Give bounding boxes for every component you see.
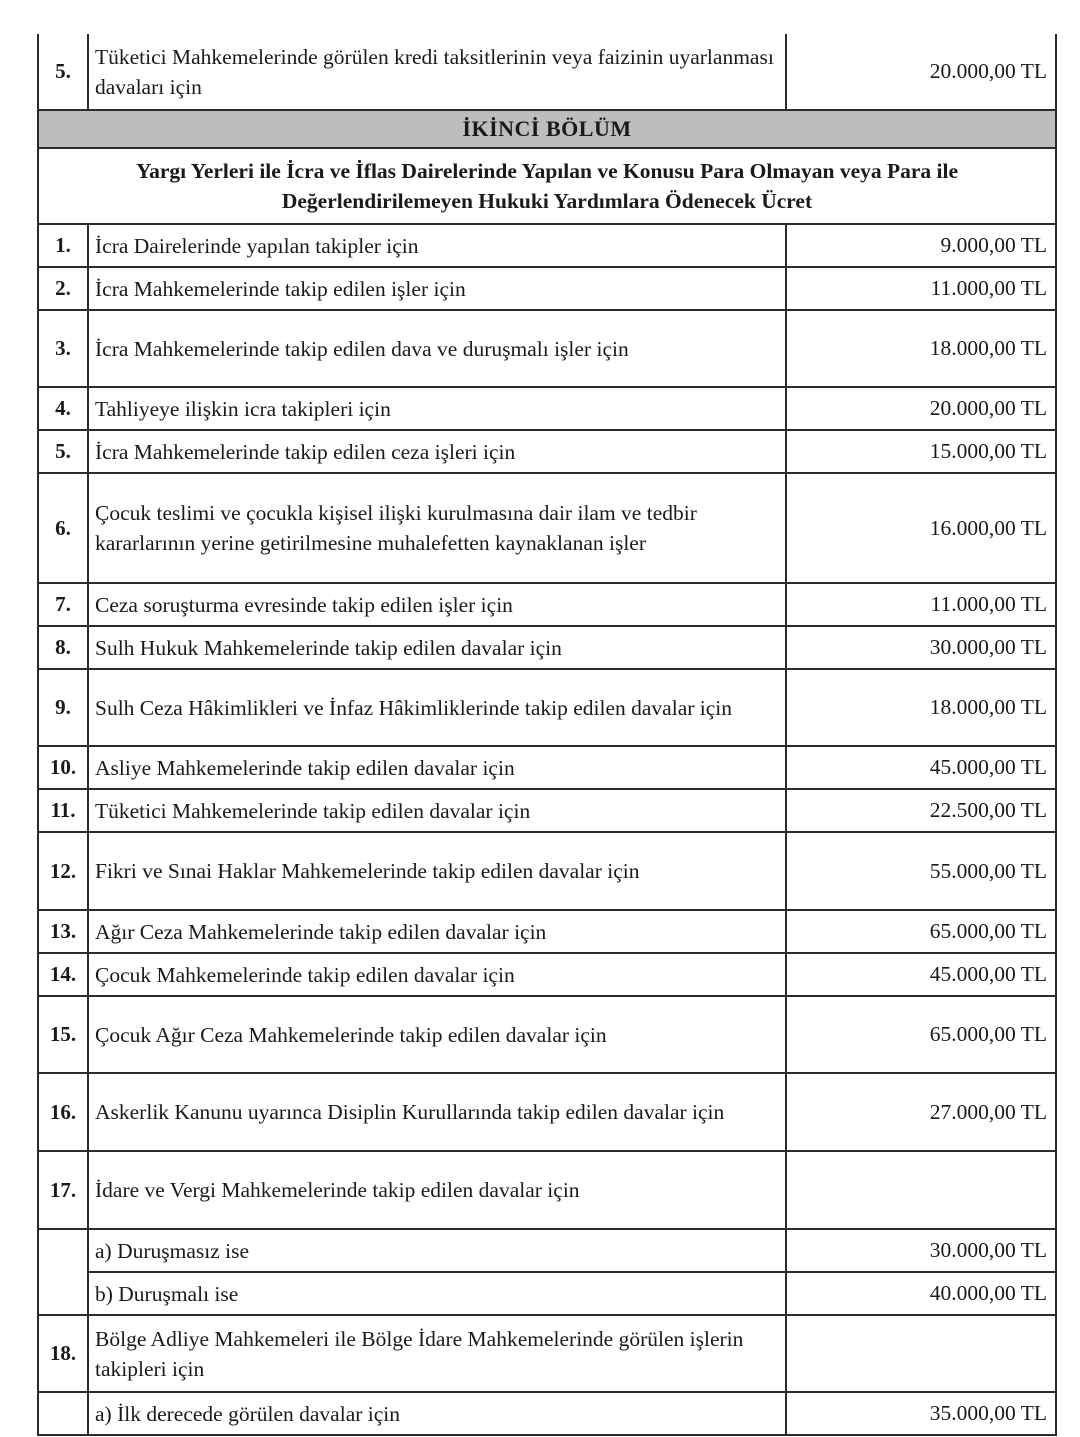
row-amount: 9.000,00 TL	[786, 224, 1056, 267]
row-amount: 11.000,00 TL	[786, 583, 1056, 626]
row-description: Tüketici Mahkemelerinde görülen kredi taksitlerinin veya faizinin uyarlanması davaları için	[88, 34, 786, 110]
row-number: 9.	[38, 669, 88, 746]
table-row	[38, 1073, 1056, 1151]
row-description: Tahliyeye ilişkin icra takipleri için	[88, 387, 786, 430]
row-description: Fikri ve Sınai Haklar Mahkemelerinde takip edilen davalar için	[88, 832, 786, 910]
row-amount	[786, 1151, 1056, 1229]
table-row	[38, 310, 1056, 387]
row-description: Tüketici Mahkemelerinde takip edilen davalar için	[88, 789, 786, 832]
row-number: 6.	[38, 473, 88, 583]
row-number	[38, 1272, 88, 1315]
row-description: Çocuk Ağır Ceza Mahkemelerinde takip edilen davalar için	[88, 996, 786, 1073]
row-number: 13.	[38, 910, 88, 953]
row-amount: 40.000,00 TL	[786, 1272, 1056, 1315]
row-amount: 20.000,00 TL	[786, 34, 1056, 110]
row-amount: 55.000,00 TL	[786, 832, 1056, 910]
row-amount: 27.000,00 TL	[786, 1073, 1056, 1151]
row-description: Çocuk Mahkemelerinde takip edilen davalar için	[88, 953, 786, 996]
row-number: 15.	[38, 996, 88, 1073]
table-row	[38, 473, 1056, 583]
section-subtitle-row	[38, 148, 1056, 224]
row-description: İcra Mahkemelerinde takip edilen dava ve duruşmalı işler için	[88, 310, 786, 387]
table-row	[38, 430, 1056, 473]
table-row	[38, 996, 1056, 1073]
table-row	[38, 34, 1056, 110]
row-amount: 45.000,00 TL	[786, 953, 1056, 996]
row-amount: 35.000,00 TL	[786, 1392, 1056, 1435]
row-number: 7.	[38, 583, 88, 626]
row-amount: 11.000,00 TL	[786, 267, 1056, 310]
row-description: Sulh Ceza Hâkimlikleri ve İnfaz Hâkimliklerinde takip edilen davalar için	[88, 669, 786, 746]
row-amount: 16.000,00 TL	[786, 473, 1056, 583]
table-row	[38, 1272, 1056, 1315]
row-description: İdare ve Vergi Mahkemelerinde takip edilen davalar için	[88, 1151, 786, 1229]
row-description: a) Duruşmasız ise	[88, 1229, 786, 1272]
row-number	[38, 1392, 88, 1435]
section-header	[38, 110, 1056, 148]
section-title: İKİNCİ BÖLÜM	[38, 110, 1056, 148]
row-number: 17.	[38, 1151, 88, 1229]
row-number: 8.	[38, 626, 88, 669]
row-number: 2.	[38, 267, 88, 310]
row-amount: 30.000,00 TL	[786, 626, 1056, 669]
row-description: İcra Dairelerinde yapılan takipler için	[88, 224, 786, 267]
row-amount: 65.000,00 TL	[786, 910, 1056, 953]
row-number: 11.	[38, 789, 88, 832]
row-number: 5.	[38, 430, 88, 473]
row-description: Sulh Hukuk Mahkemelerinde takip edilen davalar için	[88, 626, 786, 669]
row-number: 5.	[38, 34, 88, 110]
table-row	[38, 832, 1056, 910]
row-amount: 18.000,00 TL	[786, 669, 1056, 746]
row-description: a) İlk derecede görülen davalar için	[88, 1392, 786, 1435]
row-description: Çocuk teslimi ve çocukla kişisel ilişki kurulmasına dair ilam ve tedbir kararlarının yerine getirilmesine muhalefetten kaynaklanan işler	[88, 473, 786, 583]
table-row	[38, 583, 1056, 626]
row-description: İcra Mahkemelerinde takip edilen işler için	[88, 267, 786, 310]
table-row	[38, 1315, 1056, 1392]
row-description: b) Duruşmalı ise	[88, 1272, 786, 1315]
row-number: 12.	[38, 832, 88, 910]
row-description: Ceza soruşturma evresinde takip edilen işler için	[88, 583, 786, 626]
row-amount: 18.000,00 TL	[786, 310, 1056, 387]
table-row	[38, 1392, 1056, 1435]
row-amount	[786, 1315, 1056, 1392]
row-description: Askerlik Kanunu uyarınca Disiplin Kurullarında takip edilen davalar için	[88, 1073, 786, 1151]
row-amount: 30.000,00 TL	[786, 1229, 1056, 1272]
row-amount: 20.000,00 TL	[786, 387, 1056, 430]
row-number: 14.	[38, 953, 88, 996]
row-number	[38, 1229, 88, 1272]
table-row	[38, 387, 1056, 430]
section-subtitle-line-1: Yargı Yerleri ile İcra ve İflas Dairelerinde Yapılan ve Konusu Para Olmayan veya Para ile	[135, 159, 959, 183]
row-description: Asliye Mahkemelerinde takip edilen davalar için	[88, 746, 786, 789]
row-number: 10.	[38, 746, 88, 789]
row-description: İcra Mahkemelerinde takip edilen ceza işleri için	[88, 430, 786, 473]
row-number: 3.	[38, 310, 88, 387]
table-row	[38, 789, 1056, 832]
row-number: 18.	[38, 1315, 88, 1392]
row-number: 16.	[38, 1073, 88, 1151]
row-number: 1.	[38, 224, 88, 267]
table-row	[38, 224, 1056, 267]
row-amount: 22.500,00 TL	[786, 789, 1056, 832]
row-amount: 15.000,00 TL	[786, 430, 1056, 473]
table-row	[38, 1229, 1056, 1272]
row-amount: 45.000,00 TL	[786, 746, 1056, 789]
table-row	[38, 746, 1056, 789]
row-description: Bölge Adliye Mahkemeleri ile Bölge İdare Mahkemelerinde görülen işlerin takipleri için	[88, 1315, 786, 1392]
table-row	[38, 626, 1056, 669]
row-amount: 65.000,00 TL	[786, 996, 1056, 1073]
table-row	[38, 267, 1056, 310]
section-subtitle	[38, 148, 1056, 224]
fee-table	[37, 34, 1057, 1436]
table-row	[38, 1151, 1056, 1229]
row-number: 4.	[38, 387, 88, 430]
table-row	[38, 669, 1056, 746]
table-row	[38, 953, 1056, 996]
section-subtitle-line-2: Değerlendirilemeyen Hukuki Yardımlara Ödenecek Ücret	[281, 189, 813, 213]
row-description: Ağır Ceza Mahkemelerinde takip edilen davalar için	[88, 910, 786, 953]
table-row	[38, 910, 1056, 953]
